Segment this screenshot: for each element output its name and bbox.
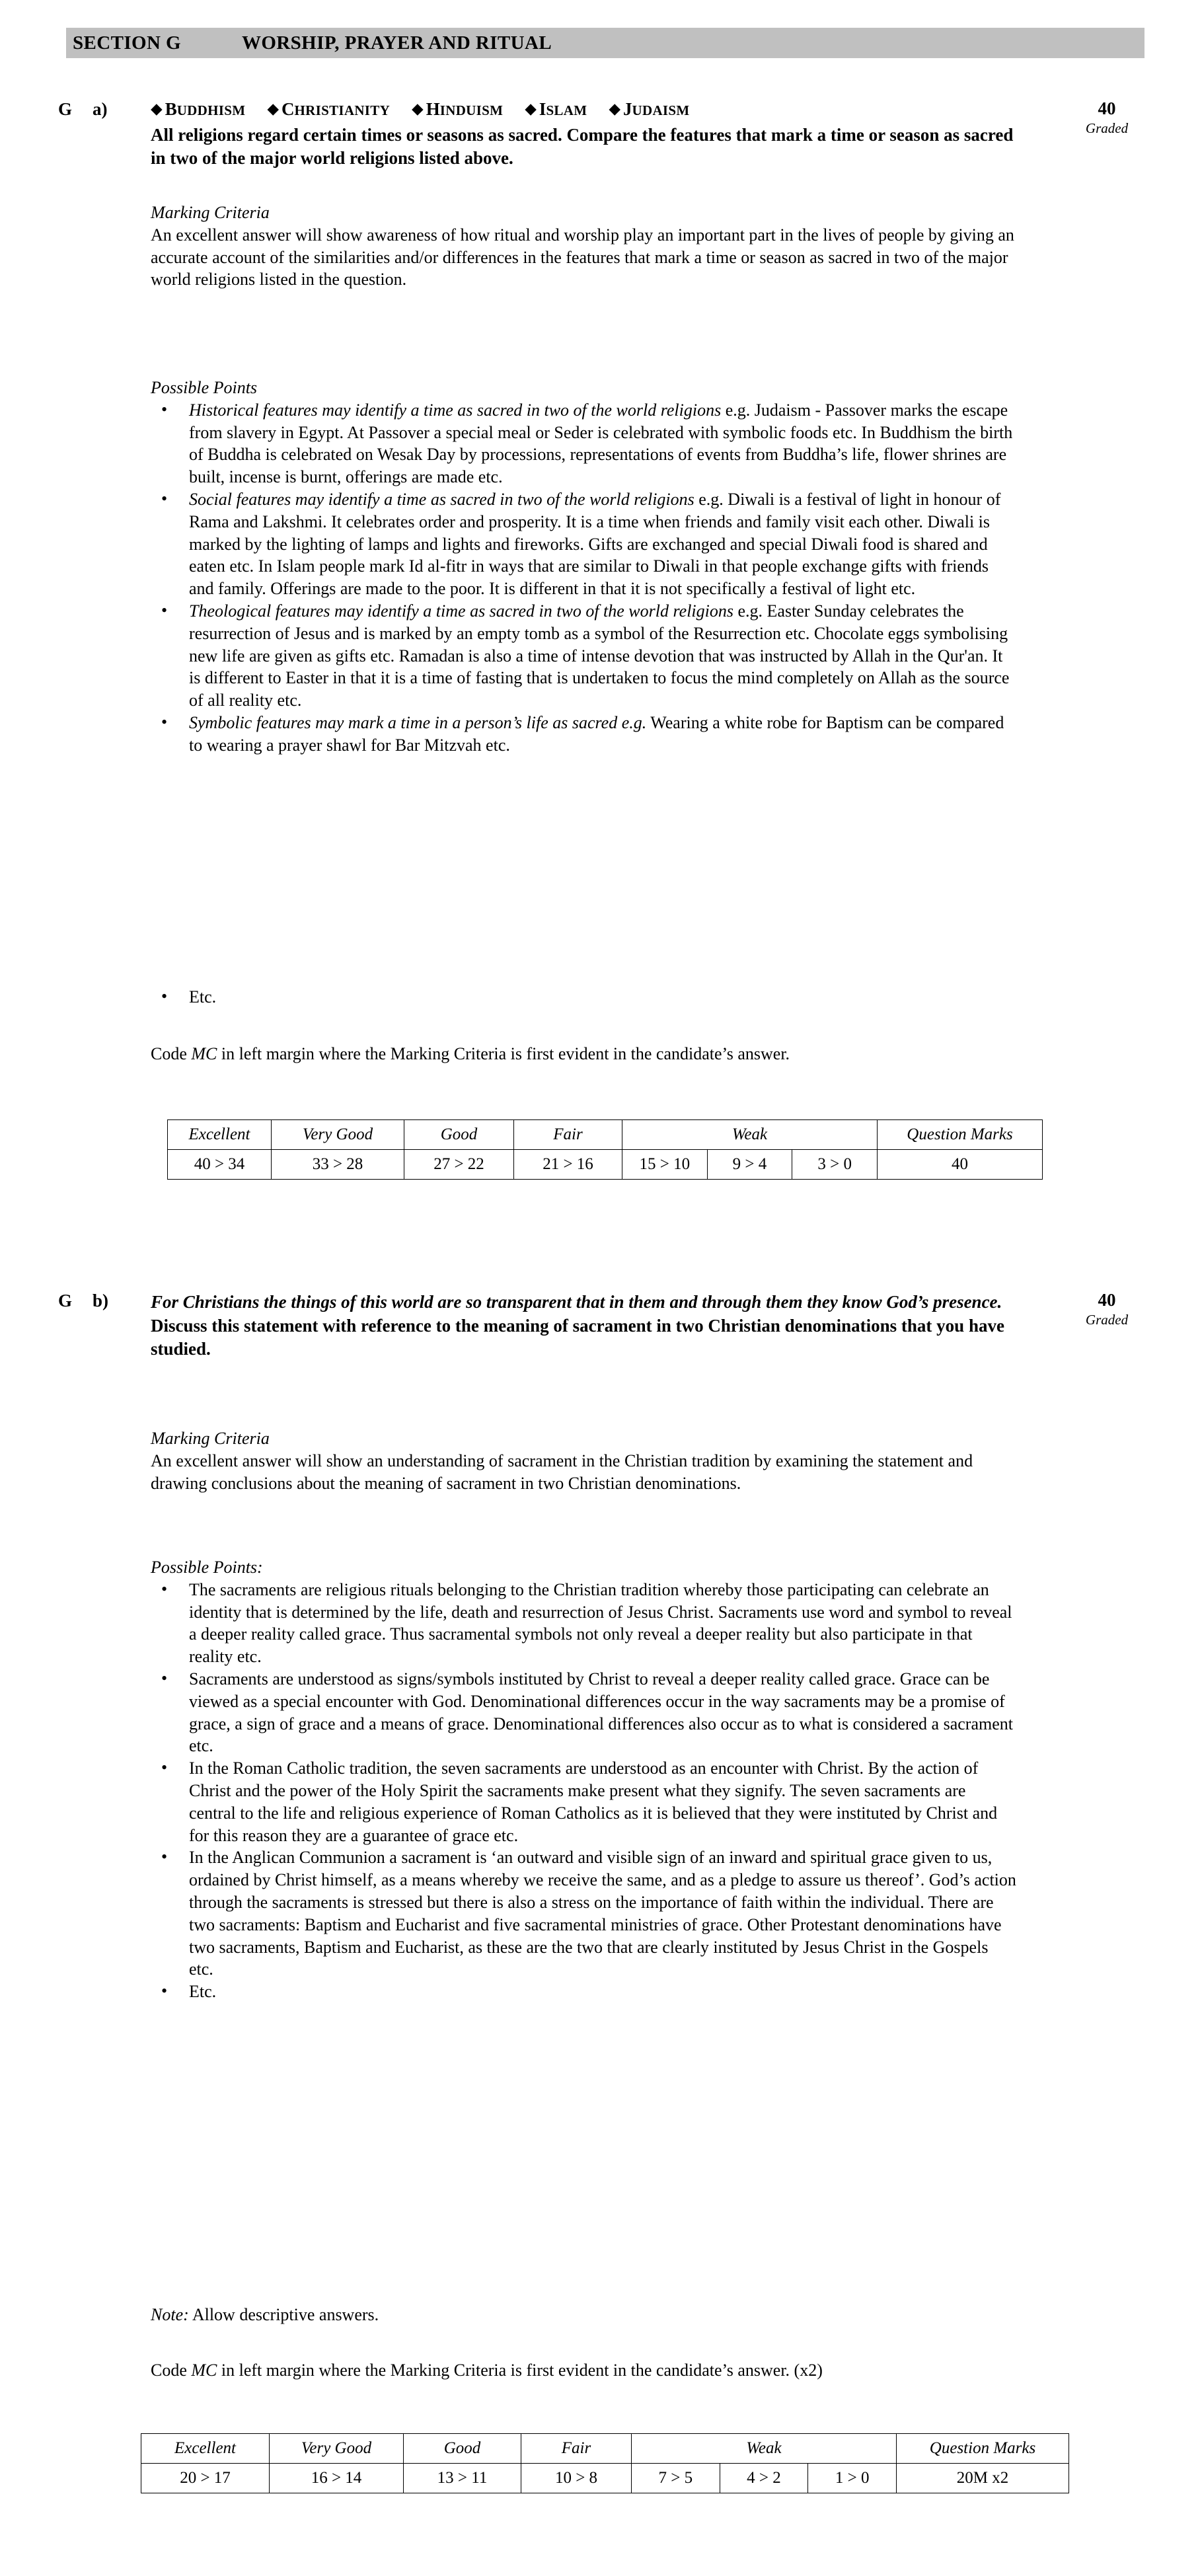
point-text: Sacraments are understood as signs/symbols instituted by Christ to reveal a deeper reality called grace. Grace can be viewed as a special encounter with God. Denominational differences occur in the way sacraments may be a promise of grace, a sign of grace and a means of grace. Denominational differences also occur as to what is considered a sacrament etc. [189,1669,1013,1756]
religion-initial: I [539,99,546,119]
question-a-stem: All religions regard certain times or seasons as sacred. Compare the features that mark a time or season as sacred in two of the major world religions listed above. [151,124,1014,169]
religion-rest: HRISTIANITY [294,102,391,118]
code-mc-after: in left margin where the Marking Criteria is first evident in the candidate’s answer. (x2) [217,2361,823,2380]
list-item [151,986,1016,1008]
note-text: Allow descriptive answers. [188,2305,379,2324]
code-mc-abbrev: MC [191,1044,217,1063]
cell-good-range: 13 > 11 [404,2464,521,2493]
header-question-marks: Question Marks [878,1120,1043,1150]
marking-criteria-heading-b: Marking Criteria [151,1429,270,1448]
table-row [168,1150,1043,1180]
cell-fair-range: 21 > 16 [514,1150,622,1180]
religions-list [151,99,1016,120]
question-a-mark-value: 40 [1098,98,1116,118]
cell-question-marks: 20M x2 [897,2464,1069,2493]
religion-initial: C [281,99,295,119]
cell-weak-range-2: 9 > 4 [707,1150,792,1180]
question-b-code: G [58,1291,73,1310]
point-text: In the Anglican Communion a sacrament is ‘an outward and visible sign of an inward and spiritual grace given to us, ordained by Christ himself, as a means whereby we receive the same, and as a pledge to assure us thereof’. God’s action through the sacraments is stressed but there is also a stress on the importance of faith within the individual. There are two sacraments: Baptism and Eucharist and five sacramental ministries of grace. Other Protestant denominations have two sacraments, Baptism and Eucharist, as these are the two that are clearly instituted by Jesus Christ in the Gospels etc. [189,1848,1016,1979]
list-item [151,1757,1016,1846]
cell-weak-range-3: 1 > 0 [808,2464,897,2493]
header-good: Good [404,1120,514,1150]
religion-islam [525,99,587,120]
possible-points-list-b [151,1579,1016,2003]
etc-list-a [151,986,1016,1008]
header-fair: Fair [514,1120,622,1150]
note-line-b [151,2304,1016,2326]
point-text: In the Roman Catholic tradition, the seven sacraments are understood as an encounter with Christ. By the action of Christ and the power of the Holy Spirit the sacraments make present what they signify. The seven sacraments are central to the life and religious experience of Roman Catholics as it is believed that they were instituted by Christ and for this reason they are a guarantee of grace etc. [189,1759,998,1845]
possible-points-heading-b: Possible Points: [151,1558,263,1577]
list-item [151,488,1016,600]
section-title: WORSHIP, PRAYER AND RITUAL [241,32,552,54]
marking-criteria-heading-a: Marking Criteria [151,203,270,222]
table-row [141,2464,1069,2493]
question-a-possible-points [151,377,1016,757]
question-b-note [151,2304,1016,2326]
question-a-part: a) [93,99,108,119]
religion-judaism [609,99,689,120]
cell-weak-range-1: 15 > 10 [622,1150,708,1180]
cell-question-marks: 40 [878,1150,1043,1180]
question-b-body [151,1291,1016,1361]
question-a-etc [151,986,1016,1008]
point-text: Wearing a white robe for Baptism can be compared to wearing a prayer shawl for Bar Mitzvah etc. [189,712,1004,755]
point-lead: Theological features may identify a time as sacred in two of the world religions [189,601,733,621]
code-mc-text-b [151,2359,1016,2382]
list-item [151,1981,1016,2003]
cell-fair-range: 10 > 8 [521,2464,632,2493]
header-fair: Fair [521,2434,632,2464]
code-mc-text-a [151,1043,1016,1066]
list-item [151,399,1016,488]
question-b-mark-value: 40 [1098,1290,1116,1310]
marking-criteria-text-a: An excellent answer will show awareness of how ritual and worship play an important part in the lives of people by giving an accurate account of the similarities and/or differences in the features that mark a time or season as sacred in two of the major world religions listed in the question. [151,225,1014,289]
diamond-icon: ◆ [609,100,621,117]
cell-very-good-range: 16 > 14 [270,2464,404,2493]
religion-rest: UDDHISM [176,102,246,118]
etc-text: Etc. [189,1982,217,2002]
point-lead: Symbolic features may mark a time in a person’s life as sacred e.g. [189,712,647,732]
table-row [141,2434,1069,2464]
religion-buddhism [151,99,245,120]
list-item [151,600,1016,712]
point-lead: Social features may identify a time as sacred in two of the world religions [189,489,694,509]
note-label: Note: [151,2305,189,2324]
etc-text: Etc. [189,987,217,1006]
question-b-marks [1057,1291,1156,1331]
question-a-code: G [58,99,73,119]
section-label: SECTION G [73,32,181,54]
cell-weak-range-1: 7 > 5 [632,2464,720,2493]
list-item [151,1668,1016,1757]
diamond-icon: ◆ [267,100,280,117]
question-b-stem-italic: For Christians the things of this world are so transparent that in them and through them they know God’s presence. [151,1292,1002,1312]
code-mc-after: in left margin where the Marking Criteria is first evident in the candidate’s answer. [217,1044,790,1063]
question-b-graded-note: Graded [1085,1312,1129,1328]
question-a-body [151,99,1016,170]
header-very-good: Very Good [272,1120,404,1150]
religion-rest: SLAM [546,102,587,118]
header-very-good: Very Good [270,2434,404,2464]
question-a-marking-criteria [151,202,1016,291]
cell-weak-range-2: 4 > 2 [720,2464,808,2493]
diamond-icon: ◆ [525,100,537,117]
marking-criteria-text-b: An excellent answer will show an understanding of sacrament in the Christian tradition by examining the statement and drawing conclusions about the meaning of sacrament in two Christian denominations. [151,1451,973,1493]
header-weak: Weak [632,2434,897,2464]
diamond-icon: ◆ [412,100,424,117]
religion-initial: B [165,99,177,119]
code-mc-before: Code [151,2361,192,2380]
header-weak: Weak [622,1120,878,1150]
header-excellent: Excellent [141,2434,270,2464]
religion-rest: INDUISM [439,102,504,118]
cell-very-good-range: 33 > 28 [272,1150,404,1180]
code-mc-before: Code [151,1044,192,1063]
religion-initial: J [623,99,632,119]
possible-points-list-a [151,399,1016,757]
question-a-marks [1057,99,1156,139]
religion-christianity [267,99,390,120]
header-excellent: Excellent [168,1120,272,1150]
point-text: e.g. Diwali is a festival of light in honour of Rama and Lakshmi. It celebrates order and prosperity. It is a time when friends and family visit each other. Diwali is marked by the lighting of lamps and lights and fireworks. Gifts are exchanged and special Diwali food is shared and eaten etc. In Islam people mark Id al-fitr in ways that are similar to Diwali in that people exchange gifts with friends and family. Offerings are made to the poor. It is different in that it is not specifically a festival of light etc. [189,489,1001,599]
cell-excellent-range: 20 > 17 [141,2464,270,2493]
religion-initial: H [426,99,440,119]
code-mc-abbrev: MC [191,2361,217,2380]
marks-table-b [141,2433,1069,2493]
header-question-marks: Question Marks [897,2434,1069,2464]
list-item [151,712,1016,757]
question-b-part: b) [93,1291,109,1310]
question-b-possible-points [151,1556,1016,2003]
diamond-icon: ◆ [151,100,163,117]
question-a-graded-note: Graded [1085,120,1129,137]
header-good: Good [404,2434,521,2464]
point-text: e.g. Easter Sunday celebrates the resurrection of Jesus and is marked by an empty tomb as a symbol of the Resurrection etc. Chocolate eggs symbolising new life are given as gifts etc. Ramadan is also a time of intense devotion that was instructed by Allah in the Qur'an. It is different to Easter in that it is a time of fasting that is undertaken to focus the mind completely on Allah as the source of all reality etc. [189,601,1010,710]
cell-weak-range-3: 3 > 0 [792,1150,878,1180]
religion-hinduism [412,99,503,120]
question-b-marking-criteria [151,1427,1016,1494]
possible-points-heading-a: Possible Points [151,378,258,397]
cell-good-range: 27 > 22 [404,1150,514,1180]
section-header-bar [66,28,1144,58]
cell-excellent-range: 40 > 34 [168,1150,272,1180]
question-b-code-mc [151,2359,1016,2382]
point-lead: Historical features may identify a time as sacred in two of the world religions [189,400,722,420]
question-a-code-mc [151,1043,1016,1066]
list-item [151,1846,1016,1981]
table-row [168,1120,1043,1150]
list-item [151,1579,1016,1668]
question-b-stem: Discuss this statement with reference to the meaning of sacrament in two Christian denominations that you have studied. [151,1315,1004,1359]
religion-rest: UDAISM [632,102,690,118]
point-text: e.g. Judaism - Passover marks the escape from slavery in Egypt. At Passover a special meal or Seder is celebrated with symbolic foods etc. In Buddhism the birth of Buddha is celebrated on Wesak Day by processions, representations of events from Buddha’s life, flower shrines are built, incense is burnt, offerings are made etc. [189,400,1013,487]
marks-table-a [167,1119,1043,1180]
point-text: The sacraments are religious rituals belonging to the Christian tradition whereby those participating can celebrate an identity that is determined by the life, death and resurrection of Jesus Christ. Sacraments use word and symbol to reveal a deeper reality called grace. Thus sacramental symbols not only reveal a deeper reality but also participate in that reality etc. [189,1579,1012,1667]
